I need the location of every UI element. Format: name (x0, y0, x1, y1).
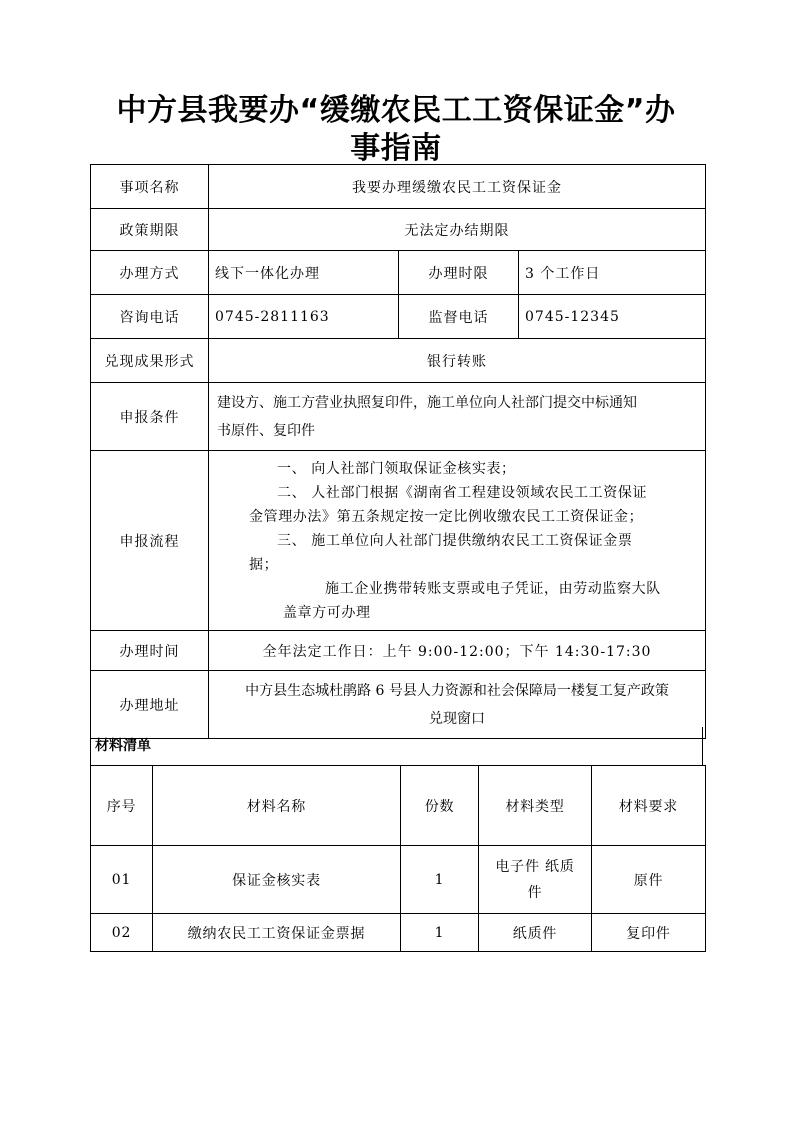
process-step-4: 施工企业携带转账支票或电子凭证，由劳动监察大队 (325, 581, 661, 597)
material-no: 02 (91, 914, 153, 952)
row-method (91, 251, 706, 295)
address-line-2: 兑现窗口 (429, 710, 485, 727)
payout-label: 兑现成果形式 (91, 339, 209, 383)
table-row (91, 846, 706, 914)
time-limit-label: 办理时限 (399, 251, 519, 295)
consult-phone-value: 0745-2811163 (209, 295, 399, 339)
method-value: 线下一体化办理 (209, 251, 399, 295)
material-type-line-2: 件 (527, 884, 543, 901)
table-row (91, 914, 706, 952)
payout-value: 银行转账 (209, 339, 706, 383)
address-line-1: 中方县生态城杜鹃路 6 号县人力资源和社会保障局一楼复工复产政策 (245, 682, 669, 699)
material-no: 01 (91, 846, 153, 914)
policy-period-label: 政策期限 (91, 209, 209, 251)
materials-table (90, 765, 706, 952)
item-name-label: 事项名称 (91, 165, 209, 209)
row-hours (91, 631, 706, 671)
time-limit-value: 3 个工作日 (519, 251, 706, 295)
material-type (479, 846, 592, 914)
hours-label: 办理时间 (91, 631, 209, 671)
title-line-2: 事指南 (350, 131, 442, 166)
header-name: 材料名称 (153, 766, 401, 846)
hours-value: 全年法定工作日：上午 9:00-12:00；下午 14:30-17:30 (209, 631, 706, 671)
materials-header-row (91, 766, 706, 846)
row-phones (91, 295, 706, 339)
process-label: 申报流程 (91, 451, 209, 631)
process-step-1: 一、 向人社部门领取保证金核实表； (277, 461, 516, 477)
row-process (91, 451, 706, 631)
conditions-value (209, 383, 706, 451)
address-label: 办理地址 (91, 671, 209, 739)
material-type: 纸质件 (479, 914, 592, 952)
process-step-3: 三、 施工单位向人社部门提供缴纳农民工工资保证金票 (277, 533, 633, 549)
material-name: 缴纳农民工工资保证金票据 (153, 914, 401, 952)
material-name: 保证金核实表 (153, 846, 401, 914)
header-no: 序号 (91, 766, 153, 846)
conditions-line-2: 书原件、复印件 (217, 422, 315, 439)
title-line-1: 中方县我要办“缓缴农民工工资保证金”办 (116, 93, 676, 128)
material-requirement: 原件 (592, 846, 706, 914)
consult-phone-label: 咨询电话 (91, 295, 209, 339)
header-requirement: 材料要求 (592, 766, 706, 846)
process-step-2-cont: 金管理办法》第五条规定按一定比例收缴农民工工资保证金； (249, 509, 644, 525)
process-step-4-cont: 盖章方可办理 (283, 605, 371, 621)
header-count: 份数 (401, 766, 479, 846)
process-step-3-cont: 据； (249, 557, 279, 573)
row-conditions (91, 383, 706, 451)
supervise-phone-value: 0745-12345 (519, 295, 706, 339)
supervise-phone-label: 监督电话 (399, 295, 519, 339)
material-count: 1 (401, 914, 479, 952)
row-item-name (91, 165, 706, 209)
guide-info-table (90, 164, 706, 739)
row-policy-period (91, 209, 706, 251)
material-count: 1 (401, 846, 479, 914)
item-name-value: 我要办理缓缴农民工工资保证金 (209, 165, 706, 209)
process-value (209, 451, 706, 631)
header-type: 材料类型 (479, 766, 592, 846)
conditions-line-1: 建设方、施工方营业执照复印件，施工单位向人社部门提交中标通知 (217, 394, 637, 411)
page-title (90, 92, 702, 168)
material-requirement: 复印件 (592, 914, 706, 952)
process-step-2: 二、 人社部门根据《湖南省工程建设领域农民工工资保证 (277, 485, 648, 501)
row-payout (91, 339, 706, 383)
policy-period-value: 无法定办结期限 (209, 209, 706, 251)
method-label: 办理方式 (91, 251, 209, 295)
material-type-line-1: 电子件 纸质 (495, 858, 575, 875)
materials-section-title: 材料清单 (90, 727, 703, 765)
conditions-label: 申报条件 (91, 383, 209, 451)
